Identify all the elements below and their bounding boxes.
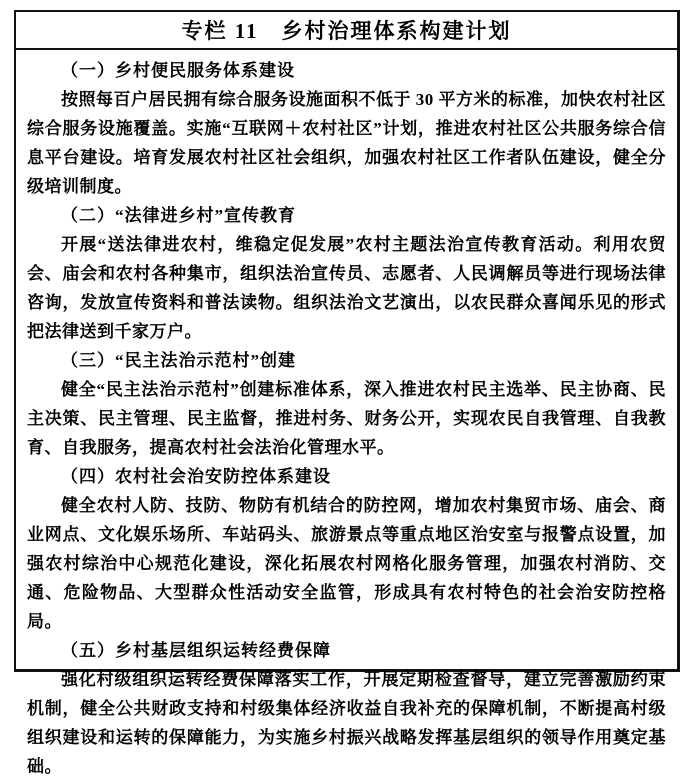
section-3 [27,346,666,462]
section-5-paragraph: 强化村级组织运转经费保障落实工作，开展定期检查督导，建立完善激励约束机制，健全公共财政支持和村级集体经济收益自我补充的保障机制，不断提高村级组织建设和运转的保障能力，为实施乡村振兴战略发挥基层组织的领导作用奠定基础。 [27,670,666,776]
section-5-heading: （五）乡村基层组织运转经费保障 [61,641,331,660]
section-4-paragraph: 健全农村人防、技防、物防有机结合的防控网，增加农村集贸市场、庙会、商业网点、文化娱乐场所、车站码头、旅游景点等重点地区治安室与报警点设置，加强农村综治中心规范化建设，深化拓展农村网格化服务管理，加强农村消防、交通、危险物品、大型群众性活动安全监管，形成具有农村特色的社会治安防控格局。 [27,496,666,631]
section-2-paragraph: 开展“送法律进农村，维稳定促发展”农村主题法治宣传教育活动。利用农贸会、庙会和农村各种集市，组织法治宣传员、志愿者、人民调解员等进行现场法律咨询，发放宣传资料和普法读物。组织法治文艺演出，以农民群众喜闻乐见的形式把法律送到千家万户。 [27,235,666,341]
section-3-heading: （三）“民主法治示范村”创建 [61,351,296,370]
column-body [16,50,677,781]
column-box [14,10,680,776]
section-1-heading: （一）乡村便民服务体系建设 [61,61,295,80]
section-1-paragraph: 按照每百户居民拥有综合服务设施面积不低于 30 平方米的标准，加快农村社区综合服务设施覆盖。实施“互联网＋农村社区”计划，推进农村社区公共服务综合信息平台建设。培育发展农村社区社会组织，加强农村社区工作者队伍建设，健全分级培训制度。 [27,90,666,196]
section-4-heading: （四）农村社会治安防控体系建设 [61,467,331,486]
column-title-bar [16,12,677,50]
section-3-paragraph: 健全“民主法治示范村”创建标准体系，深入推进农村民主选举、民主协商、民主决策、民主管理、民主监督，推进村务、财务公开，实现农民自我管理、自我教育、自我服务，提高农村社会法治化管理水平。 [27,380,666,457]
section-1 [27,56,666,201]
column-title: 专栏 11 乡村治理体系构建计划 [181,19,512,43]
section-5 [27,636,666,781]
section-2-heading: （二）“法律进乡村”宣传教育 [61,206,296,225]
section-2 [27,201,666,346]
section-4 [27,462,666,636]
